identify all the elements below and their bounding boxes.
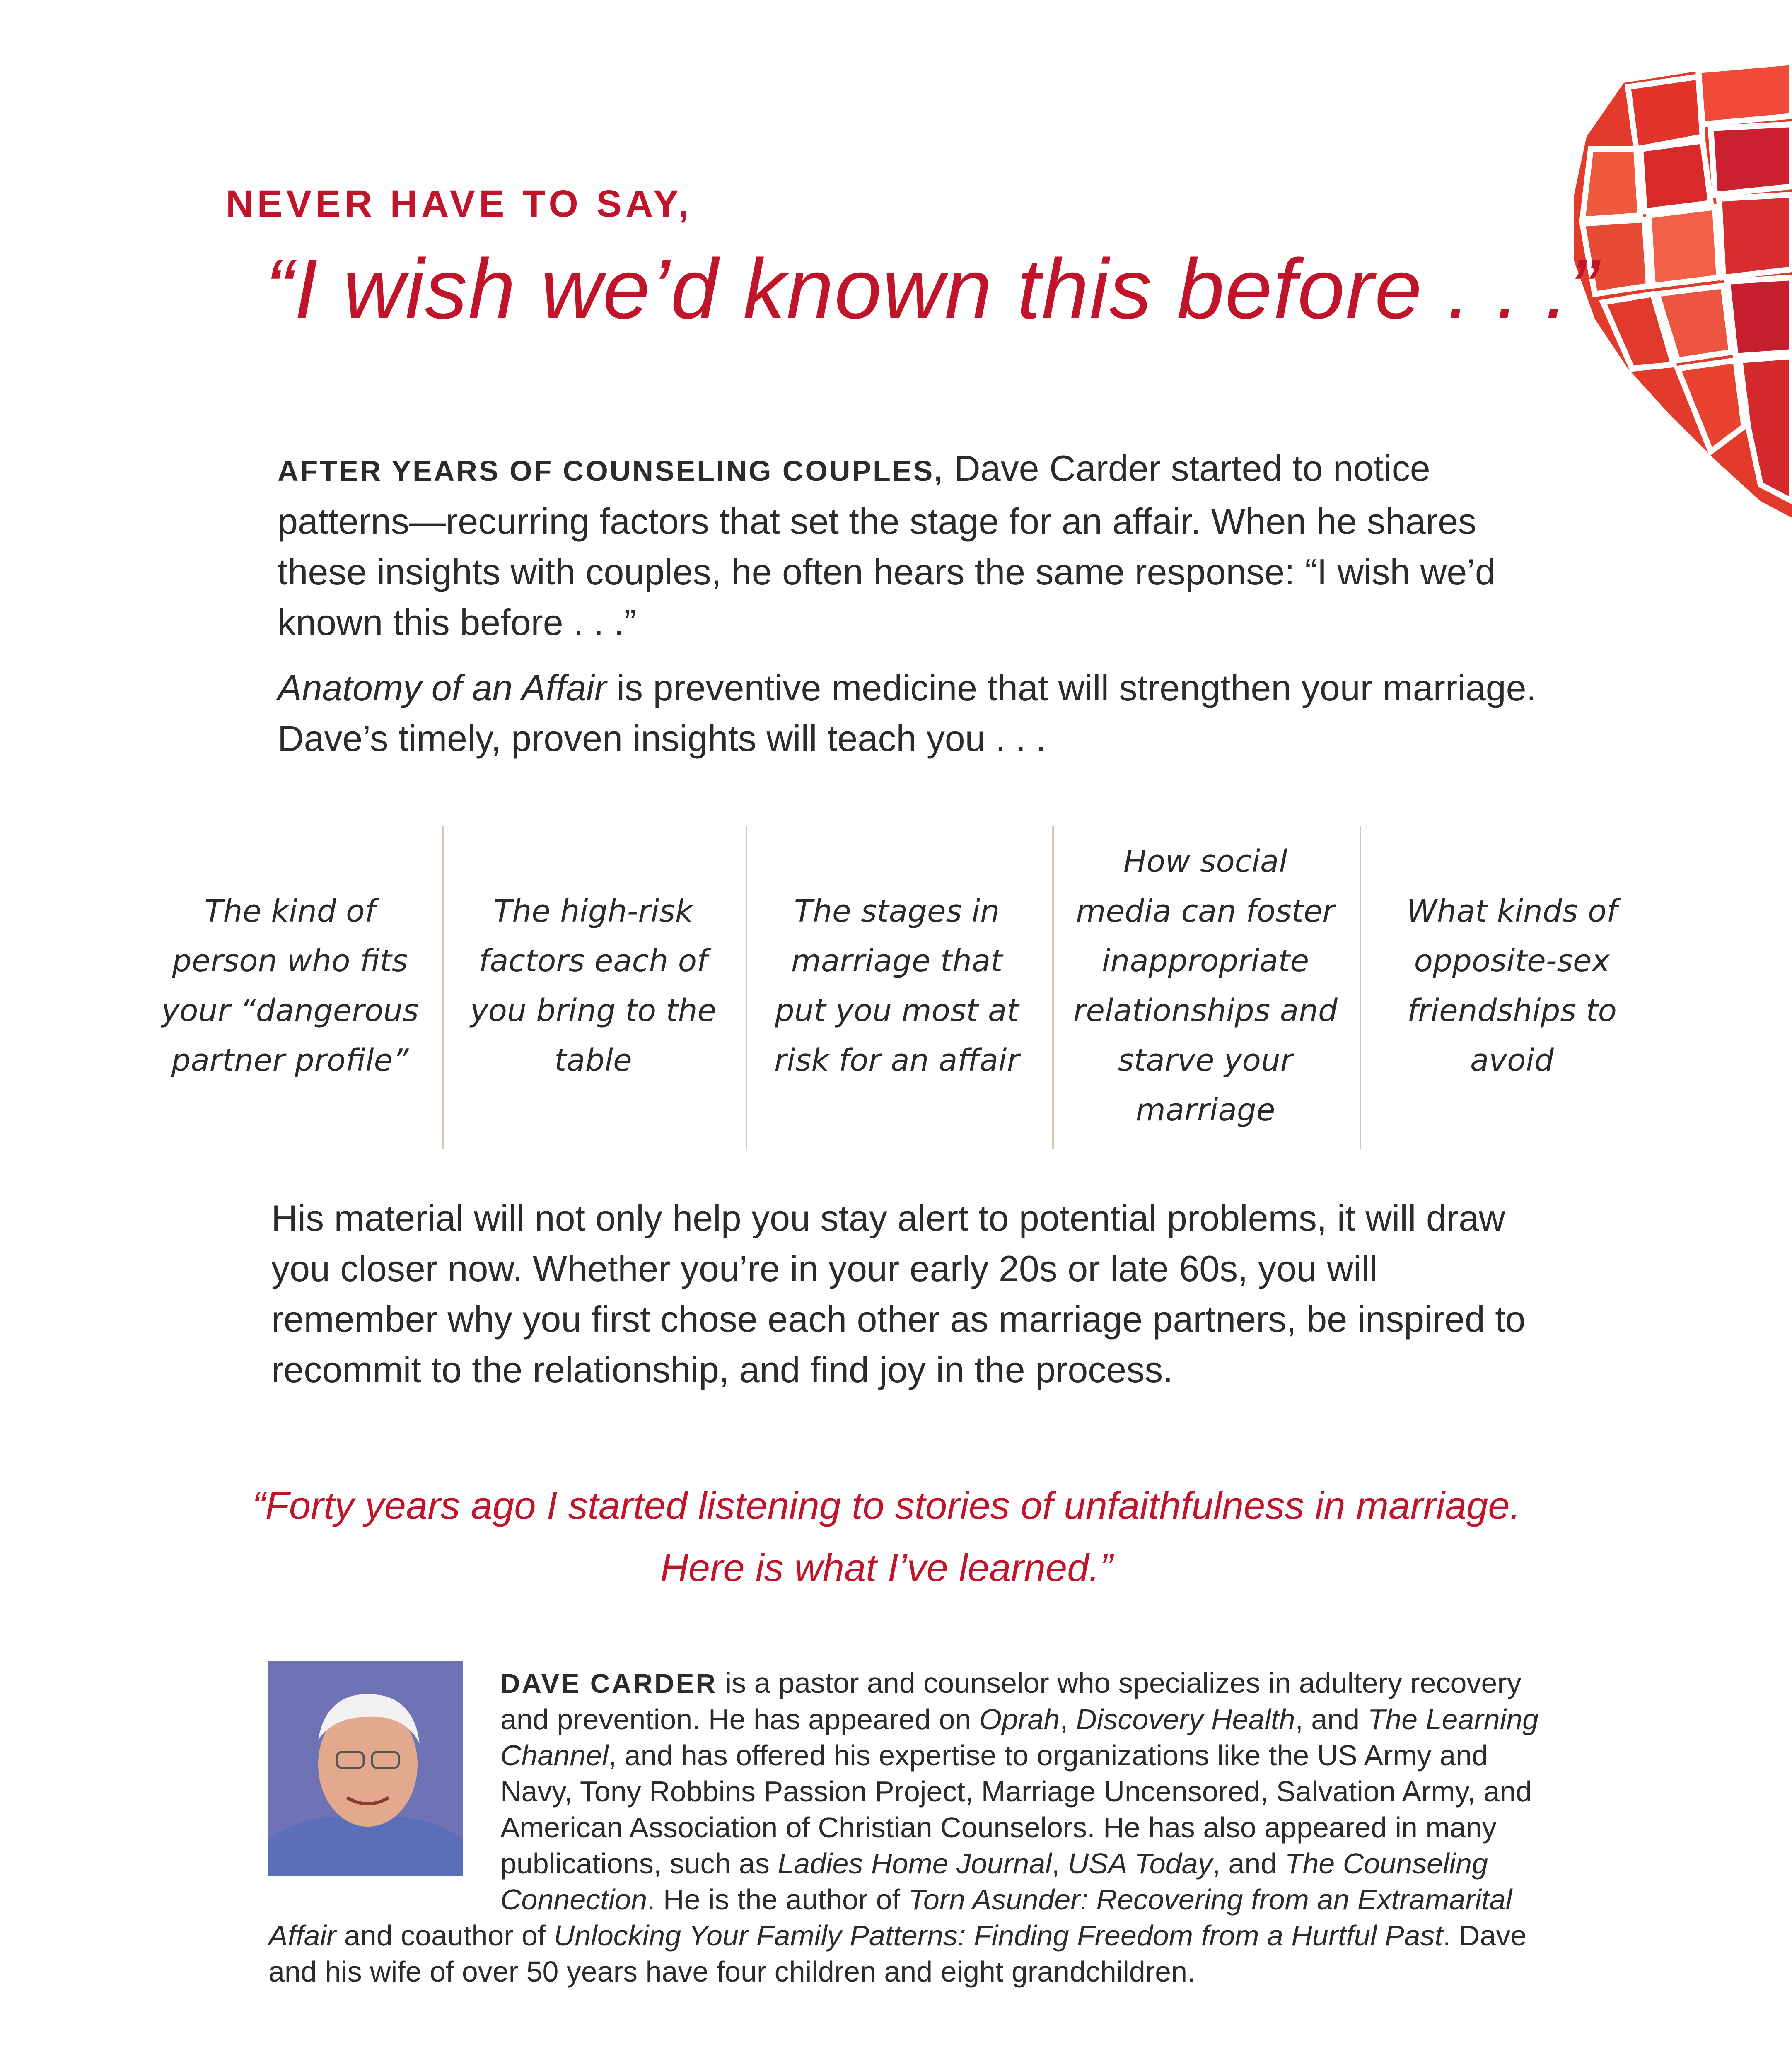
intro-paragraph — [278, 443, 1537, 648]
tagline-eyebrow: NEVER HAVE TO SAY, — [226, 183, 693, 225]
book-title: Anatomy of an Affair — [278, 667, 607, 708]
intro-lead: AFTER YEARS OF COUNSELING COUPLES, — [278, 455, 944, 487]
insight-column-2: The high-risk factors each of you bring to the table — [470, 893, 717, 1078]
benefits-paragraph: His material will not only help you stay alert to potential problems, it will draw you closer now. Whether you’re in your early 20s or late 60s, you will remember why you first chose each other as marriage partners, be inspired to recommit to the relationship, and find joy in the process. — [271, 1197, 1526, 1390]
column-divider — [1052, 826, 1054, 1149]
column-divider — [1360, 826, 1361, 1149]
column-divider — [442, 826, 444, 1149]
intro-text: Dave Carder started to notice patterns—recurring factors that set the stage for an affair. When he shares these insights with couples, he often hears the same response: “I wish we’d known this before . . .” — [278, 448, 1495, 643]
headline-quote: “I wish we’d known this before . . .” — [265, 241, 1599, 336]
summary-paragraph — [278, 663, 1537, 764]
author-quote: “Forty years ago I started listening to stories of unfaithfulness in marriage. Here is what I’ve learned.” — [252, 1484, 1521, 1589]
insight-column-5: What kinds of opposite-sex friendships to avoid — [1406, 893, 1618, 1078]
author-bio: DAVE CARDER is a pastor and counselor who specializes in adultery recovery and prevention. He has appeared on Oprah, Discovery Health, and The Learning Channel, and has offered his expertise to organizations like the US Army and Navy, Tony Robbins Passion Project, Marriage Uncensored, Salvation Army, and American Association of Christian Counselors. He has also appeared in many publications, such as Ladies Home Journal, USA Today, and The Counseling Connection. He is the author of Torn Asunder: Recovering from an Extramarital Affair and coauthor of Unlocking Your Family Patterns: Finding Freedom from a Hurtful Past. Dave and his wife of over 50 years have four children and eight grandchildren. — [268, 1667, 1539, 1988]
summary-text: is preventive medicine that will strengthen your marriage. Dave’s timely, proven insights will teach you . . . — [278, 667, 1537, 759]
insight-column-3: The stages in marriage that put you most at risk for an affair — [774, 893, 1020, 1078]
insight-column-1: The kind of person who fits your “dangerous partner profile” — [161, 893, 419, 1078]
column-divider — [746, 826, 747, 1149]
heart-mosaic-illustration — [1566, 54, 1792, 530]
author-name: DAVE CARDER — [500, 1668, 717, 1699]
insight-column-4: How social media can foster inappropriate relationships and starve your marriage — [1073, 844, 1338, 1128]
